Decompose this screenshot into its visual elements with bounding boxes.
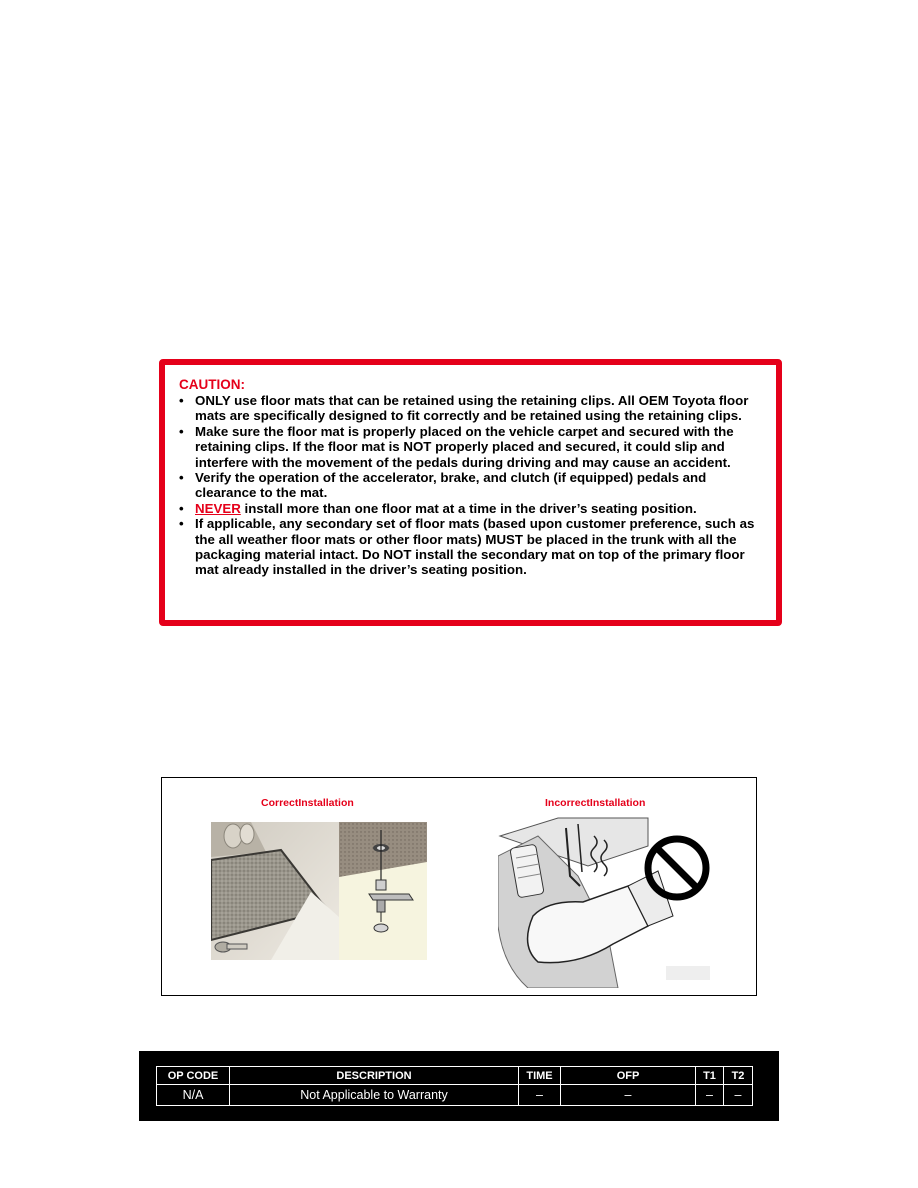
table-header-row <box>157 1067 753 1085</box>
caution-item-text: install more than one floor mat at a time in the driver’s seating position. <box>240 500 697 516</box>
bullet-icon: • <box>179 516 184 532</box>
header-description: DESCRIPTION <box>230 1067 519 1085</box>
bullet-icon: • <box>179 393 184 408</box>
caution-item <box>179 470 766 501</box>
caution-item <box>179 393 766 424</box>
never-emphasis: NEVER <box>195 500 241 516</box>
caution-list <box>179 393 766 578</box>
caution-item <box>179 501 766 516</box>
caution-box <box>159 359 782 626</box>
header-ofp: OFP <box>561 1067 696 1085</box>
floor-mat-photo <box>211 822 339 960</box>
cell-time: – <box>519 1085 561 1106</box>
caution-item-text: Verify the operation of the accelerator, brake, and clutch (if equipped) pedals and clearance to the mat. <box>195 470 707 501</box>
op-code-table <box>156 1066 753 1106</box>
no-symbol-icon <box>642 833 712 903</box>
caution-title: CAUTION: <box>179 377 245 392</box>
bullet-icon: • <box>179 500 184 516</box>
caution-item-text: ONLY use floor mats that can be retained using the retaining clips. All OEM Toyota floor mats are specifically designed to fit correctly and be retained using the retaining clips. <box>195 393 749 424</box>
header-t1: T1 <box>696 1067 724 1085</box>
caution-item <box>179 424 766 470</box>
bullet-icon: • <box>179 423 184 439</box>
cell-description: Not Applicable to Warranty <box>230 1085 519 1106</box>
retaining-clip-photo <box>339 822 427 960</box>
incorrect-installation-label: IncorrectInstallation <box>545 797 646 809</box>
cell-ofp: – <box>561 1085 696 1106</box>
caution-item <box>179 516 766 578</box>
table-row <box>157 1085 753 1106</box>
caution-item-text: If applicable, any secondary set of floor mats (based upon customer preference, such as the all weather floor mats or other floor mats) MUST be placed in the trunk with all the packaging material intact. Do NOT install the secondary mat on top of the primary floor mat already installed in the driver’s seating position. <box>195 516 755 578</box>
cell-t2: – <box>724 1085 753 1106</box>
correct-installation-label: CorrectInstallation <box>261 797 354 809</box>
cell-op-code: N/A <box>157 1085 230 1106</box>
op-code-table-container <box>139 1051 779 1121</box>
header-time: TIME <box>519 1067 561 1085</box>
cell-t1: – <box>696 1085 724 1106</box>
header-op-code: OP CODE <box>157 1067 230 1085</box>
installation-figure <box>161 777 757 996</box>
header-t2: T2 <box>724 1067 753 1085</box>
bullet-icon: • <box>179 470 184 486</box>
caution-item-text: Make sure the floor mat is properly placed on the vehicle carpet and secured with the retaining clips. If the floor mat is NOT properly placed and secured, it could slip and interfere with the movement of the pedals during driving and may cause an accident. <box>195 423 734 470</box>
